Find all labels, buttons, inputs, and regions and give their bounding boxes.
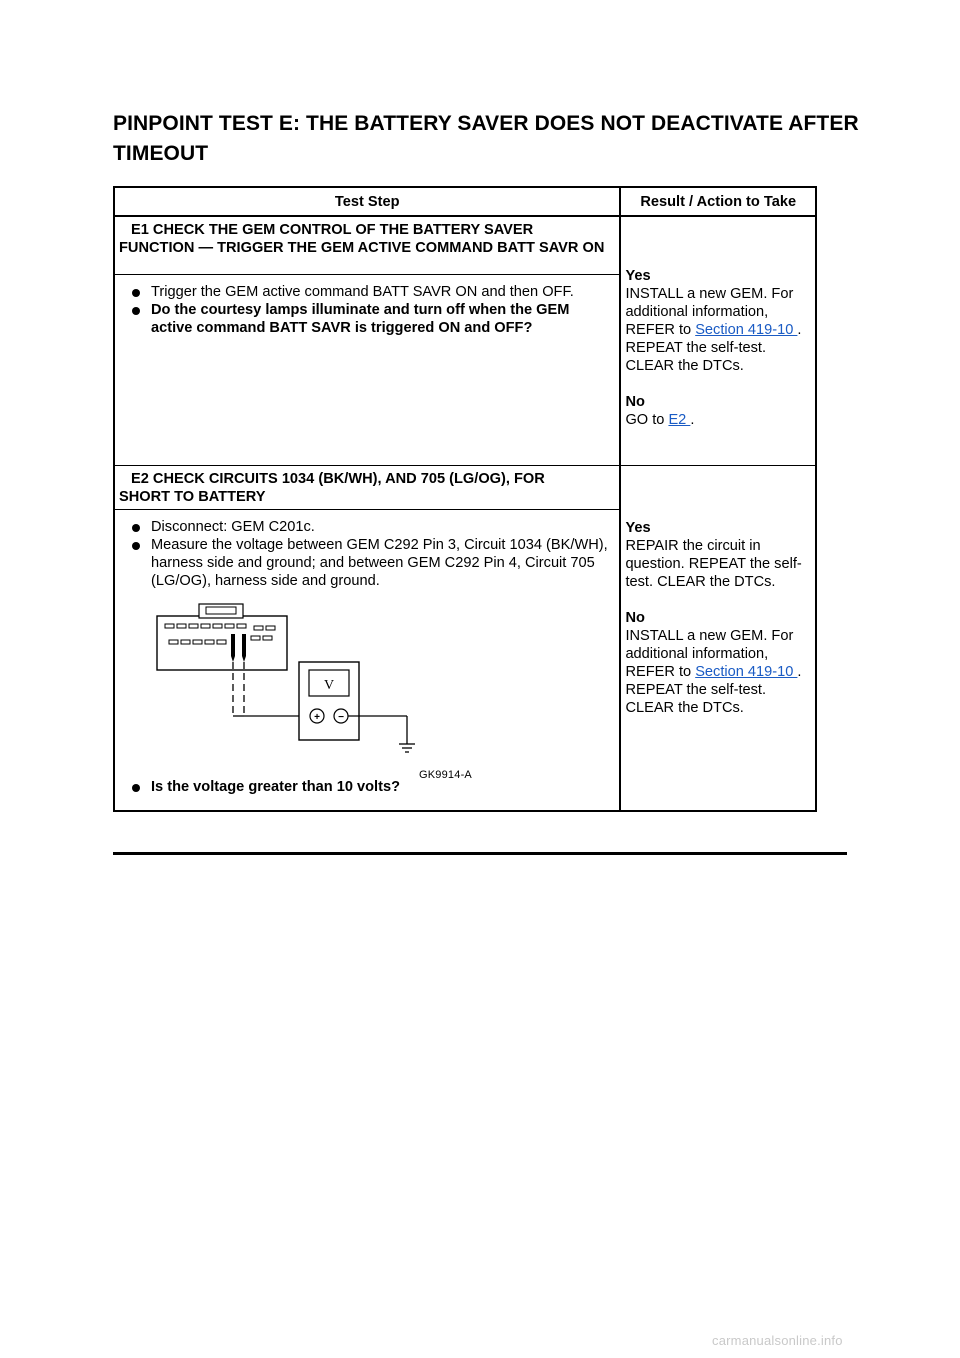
probe-2 bbox=[242, 634, 246, 662]
diagram-code: GK9914-A bbox=[419, 769, 472, 781]
e2-no-action bbox=[625, 627, 811, 717]
step-e1-heading bbox=[114, 216, 620, 275]
connector-meter-illustration bbox=[151, 602, 481, 780]
e2-yes-label: Yes bbox=[625, 520, 651, 536]
section-divider bbox=[113, 852, 847, 855]
probe-1 bbox=[231, 634, 235, 662]
multimeter-v-label: V bbox=[323, 678, 335, 693]
minus-symbol: − bbox=[338, 712, 344, 723]
e1-no-after: . bbox=[690, 412, 695, 428]
step-e1-result bbox=[620, 216, 816, 466]
e2-bullet-question: Is the voltage greater than 10 volts? bbox=[151, 778, 609, 798]
e1-yes-after: . REPEAT the self-test. CLEAR the DTCs. bbox=[625, 322, 802, 374]
connector-latch-tab bbox=[206, 607, 236, 614]
e1-section-link[interactable]: Section 419-10 bbox=[695, 322, 798, 338]
step-e1-heading-line1: E1 CHECK THE GEM CONTROL OF THE BATTERY SAVER bbox=[131, 222, 534, 238]
step-e2-heading bbox=[114, 466, 620, 510]
e1-goto-e2-link[interactable]: E2 bbox=[668, 412, 691, 428]
watermark: carmanualsonline.info bbox=[712, 1333, 843, 1348]
e2-yes-action: REPAIR the circuit in question. REPEAT the self-test. CLEAR the DTCs. bbox=[625, 538, 802, 590]
e2-bullet-measure: Measure the voltage between GEM C292 Pin 3, Circuit 1034 (BK/WH), harness side and ground; and between GEM C292 Pin 4, Circuit 705 (LG/OG), harness side and ground. bbox=[151, 537, 608, 589]
e1-yes-label: Yes bbox=[625, 268, 651, 284]
step-e2-body bbox=[114, 510, 620, 812]
e1-bullet-question: Do the courtesy lamps illuminate and turn off when the GEM active command BATT SAVR is triggered ON and OFF? bbox=[151, 301, 609, 337]
column-header-result: Result / Action to Take bbox=[620, 187, 816, 216]
e2-no-after: . REPEAT the self-test. CLEAR the DTCs. bbox=[625, 664, 802, 716]
e2-section-link[interactable]: Section 419-10 bbox=[695, 664, 798, 680]
e2-bullet-disconnect: Disconnect: GEM C201c. bbox=[151, 518, 609, 536]
step-e1-heading-rest: FUNCTION — TRIGGER THE GEM ACTIVE COMMAND BATT SAVR ON bbox=[119, 240, 605, 256]
e1-yes-text: INSTALL a new GEM. For additional information, REFER to bbox=[625, 286, 794, 338]
step-e1-body bbox=[114, 275, 620, 466]
e2-no-text: INSTALL a new GEM. For additional information, REFER to bbox=[625, 628, 794, 680]
step-e1-heading-row bbox=[114, 216, 816, 275]
e1-no-text: GO to bbox=[625, 412, 665, 428]
e1-no-action bbox=[625, 411, 811, 429]
plus-symbol: + bbox=[314, 712, 320, 723]
e1-no-label: No bbox=[625, 394, 645, 410]
page-title: PINPOINT TEST E: THE BATTERY SAVER DOES NOT DEACTIVATE AFTER TIMEOUT bbox=[113, 112, 859, 165]
step-e2-heading-line1: E2 CHECK CIRCUITS 1034 (BK/WH), AND 705 (LG/OG), FOR bbox=[131, 471, 545, 487]
pinpoint-test-table bbox=[113, 186, 817, 812]
step-e2-result bbox=[620, 466, 816, 812]
step-e2-heading-row bbox=[114, 466, 816, 510]
step-e2-heading-rest: SHORT TO BATTERY bbox=[119, 489, 266, 505]
e2-no-label: No bbox=[625, 610, 645, 626]
table-header-row bbox=[114, 187, 816, 216]
e1-yes-action bbox=[625, 285, 811, 375]
voltage-measurement-diagram bbox=[151, 602, 481, 780]
e1-bullet-trigger: Trigger the GEM active command BATT SAVR ON and then OFF. bbox=[151, 283, 609, 301]
column-header-test-step: Test Step bbox=[114, 187, 620, 216]
